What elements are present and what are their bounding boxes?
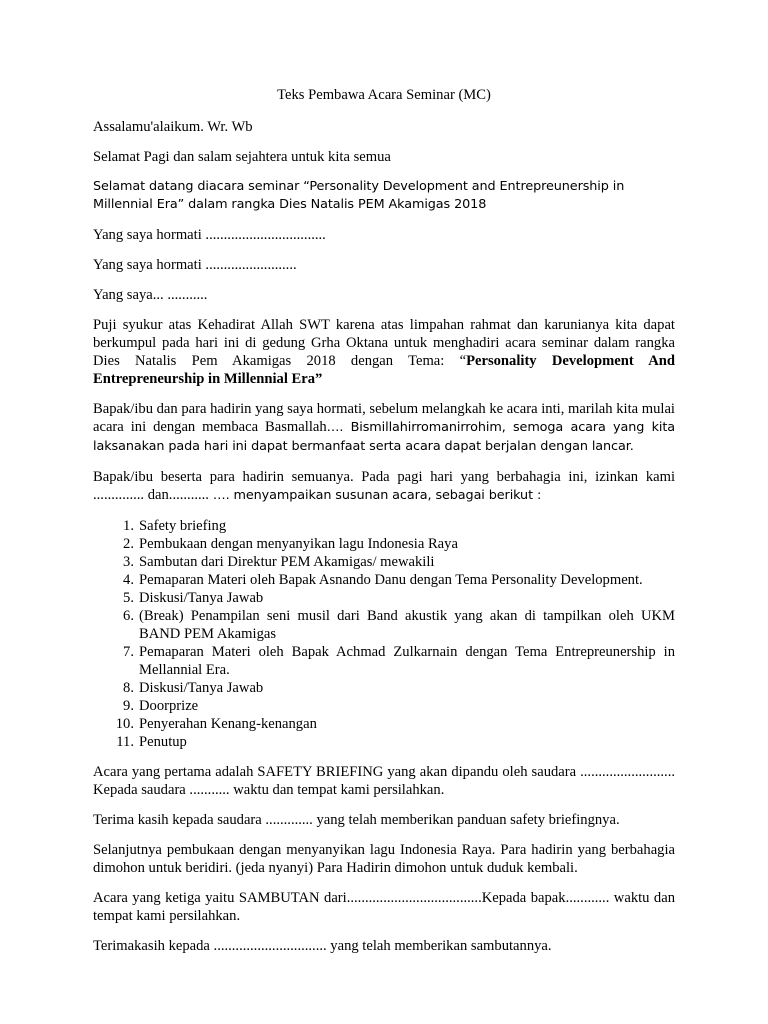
- list-text: Pembukaan dengan menyanyikan lagu Indonesia Raya: [139, 536, 458, 552]
- agenda-intro-paragraph: [93, 468, 675, 505]
- list-number: 5.: [123, 590, 134, 606]
- list-item: [93, 571, 675, 589]
- list-text: Penutup: [139, 734, 187, 750]
- list-text: Diskusi/Tanya Jawab: [139, 590, 264, 606]
- list-number: 1.: [123, 518, 134, 534]
- list-item: [93, 553, 675, 571]
- list-item: [93, 517, 675, 535]
- list-text: Sambutan dari Direktur PEM Akamigas/ mewakili: [139, 554, 435, 570]
- thanks-safety-paragraph: Terima kasih kepada saudara ............. yang telah memberikan panduan safety briefingnya.: [93, 812, 620, 828]
- agenda-intro-a: Bapak/ibu beserta para hadirin semuanya. Pada pagi hari yang berbahagia ini, izinkan kami .............. dan...........: [93, 469, 675, 503]
- opening-text-a: Bapak/ibu dan para hadirin yang saya hormati, sebelum melangkah ke acara inti, marilah kita mulai acara ini dengan membaca Basmallah: [93, 401, 675, 435]
- list-number: 11.: [116, 734, 134, 750]
- list-text: (Break) Penampilan seni musil dari Band akustik yang akan di tampilkan oleh UKM BAND PEM Akamigas: [139, 608, 675, 642]
- list-item: [93, 733, 675, 751]
- welcome-paragraph: Selamat datang diacara seminar “Personality Development and Entrepreunership in Millennial Era” dalam rangka Dies Natalis PEM Akamigas 2018: [93, 179, 625, 212]
- page-title: Teks Pembawa Acara Seminar (MC): [277, 87, 491, 103]
- list-number: 10.: [115, 716, 134, 732]
- list-text: Pemaparan Materi oleh Bapak Achmad Zulkarnain dengan Tema Entrepreunership in Mellannial Era.: [139, 644, 675, 678]
- list-number: 2.: [123, 536, 134, 552]
- list-text: Diskusi/Tanya Jawab: [139, 680, 264, 696]
- praise-paragraph: [93, 316, 675, 388]
- opening-paragraph: [93, 400, 675, 456]
- greeting: Assalamu'alaikum. Wr. Wb: [93, 119, 253, 135]
- list-number: 9.: [123, 698, 134, 714]
- list-item: [93, 535, 675, 553]
- honored-line-3: Yang saya... ...........: [93, 287, 208, 303]
- list-item: [93, 679, 675, 697]
- salam-paragraph: Selamat Pagi dan salam sejahtera untuk kita semua: [93, 149, 391, 165]
- list-number: 6.: [123, 608, 134, 624]
- list-text: Safety briefing: [139, 518, 227, 534]
- thanks-sambutan-paragraph: Terimakasih kepada ............................... yang telah memberikan sambutannya.: [93, 938, 552, 954]
- list-text: Doorprize: [139, 698, 199, 714]
- list-item: [93, 607, 675, 643]
- list-number: 3.: [123, 554, 134, 570]
- opening-text-b: …. Bismillahirromanirrohim, semoga acara yang kita laksanakan pada hari ini dapat bermanfaat serta acara dapat berjalan dengan lancar.: [93, 420, 675, 454]
- honored-line-2: Yang saya hormati .........................: [93, 257, 297, 273]
- praise-text: Puji syukur atas Kehadirat Allah SWT karena atas limpahan rahmat dan karunianya kita dapat berkumpul pada hari ini di gedung Grha Oktana untuk menghadiri acara seminar dalam rangka Dies Natalis Pem Akamigas 2018 dengan Tema: “: [93, 317, 675, 369]
- list-number: 4.: [123, 572, 134, 588]
- anthem-paragraph: Selanjutnya pembukaan dengan menyanyikan lagu Indonesia Raya. Para hadirin yang berbahagia dimohon untuk beridiri. (jeda nyanyi) Para Hadirin dimohon untuk duduk kembali.: [93, 842, 675, 876]
- document-body: [93, 86, 675, 967]
- list-text: Penyerahan Kenang-kenangan: [139, 716, 317, 732]
- safety-paragraph: Acara yang pertama adalah SAFETY BRIEFING yang akan dipandu oleh saudara .......................... Kepada saudara ........... waktu dan tempat kami persilahkan.: [93, 764, 675, 798]
- sambutan-paragraph: Acara yang ketiga yaitu SAMBUTAN dari.....................................Kepada bapak............ waktu dan tempat kami persilahkan.: [93, 890, 675, 924]
- seminar-theme: Personality Development And Entrepreneurship in Millennial Era”: [93, 353, 675, 387]
- list-number: 8.: [123, 680, 134, 696]
- list-item: [93, 697, 675, 715]
- agenda-intro-b: …. menyampaikan susunan acara, sebagai berikut :: [208, 488, 542, 503]
- list-item: [93, 715, 675, 733]
- agenda-list: [93, 517, 675, 751]
- list-number: 7.: [123, 644, 134, 660]
- list-item: [93, 589, 675, 607]
- list-item: [93, 643, 675, 679]
- list-text: Pemaparan Materi oleh Bapak Asnando Danu dengan Tema Personality Development.: [139, 572, 643, 588]
- honored-line-1: Yang saya hormati .................................: [93, 227, 326, 243]
